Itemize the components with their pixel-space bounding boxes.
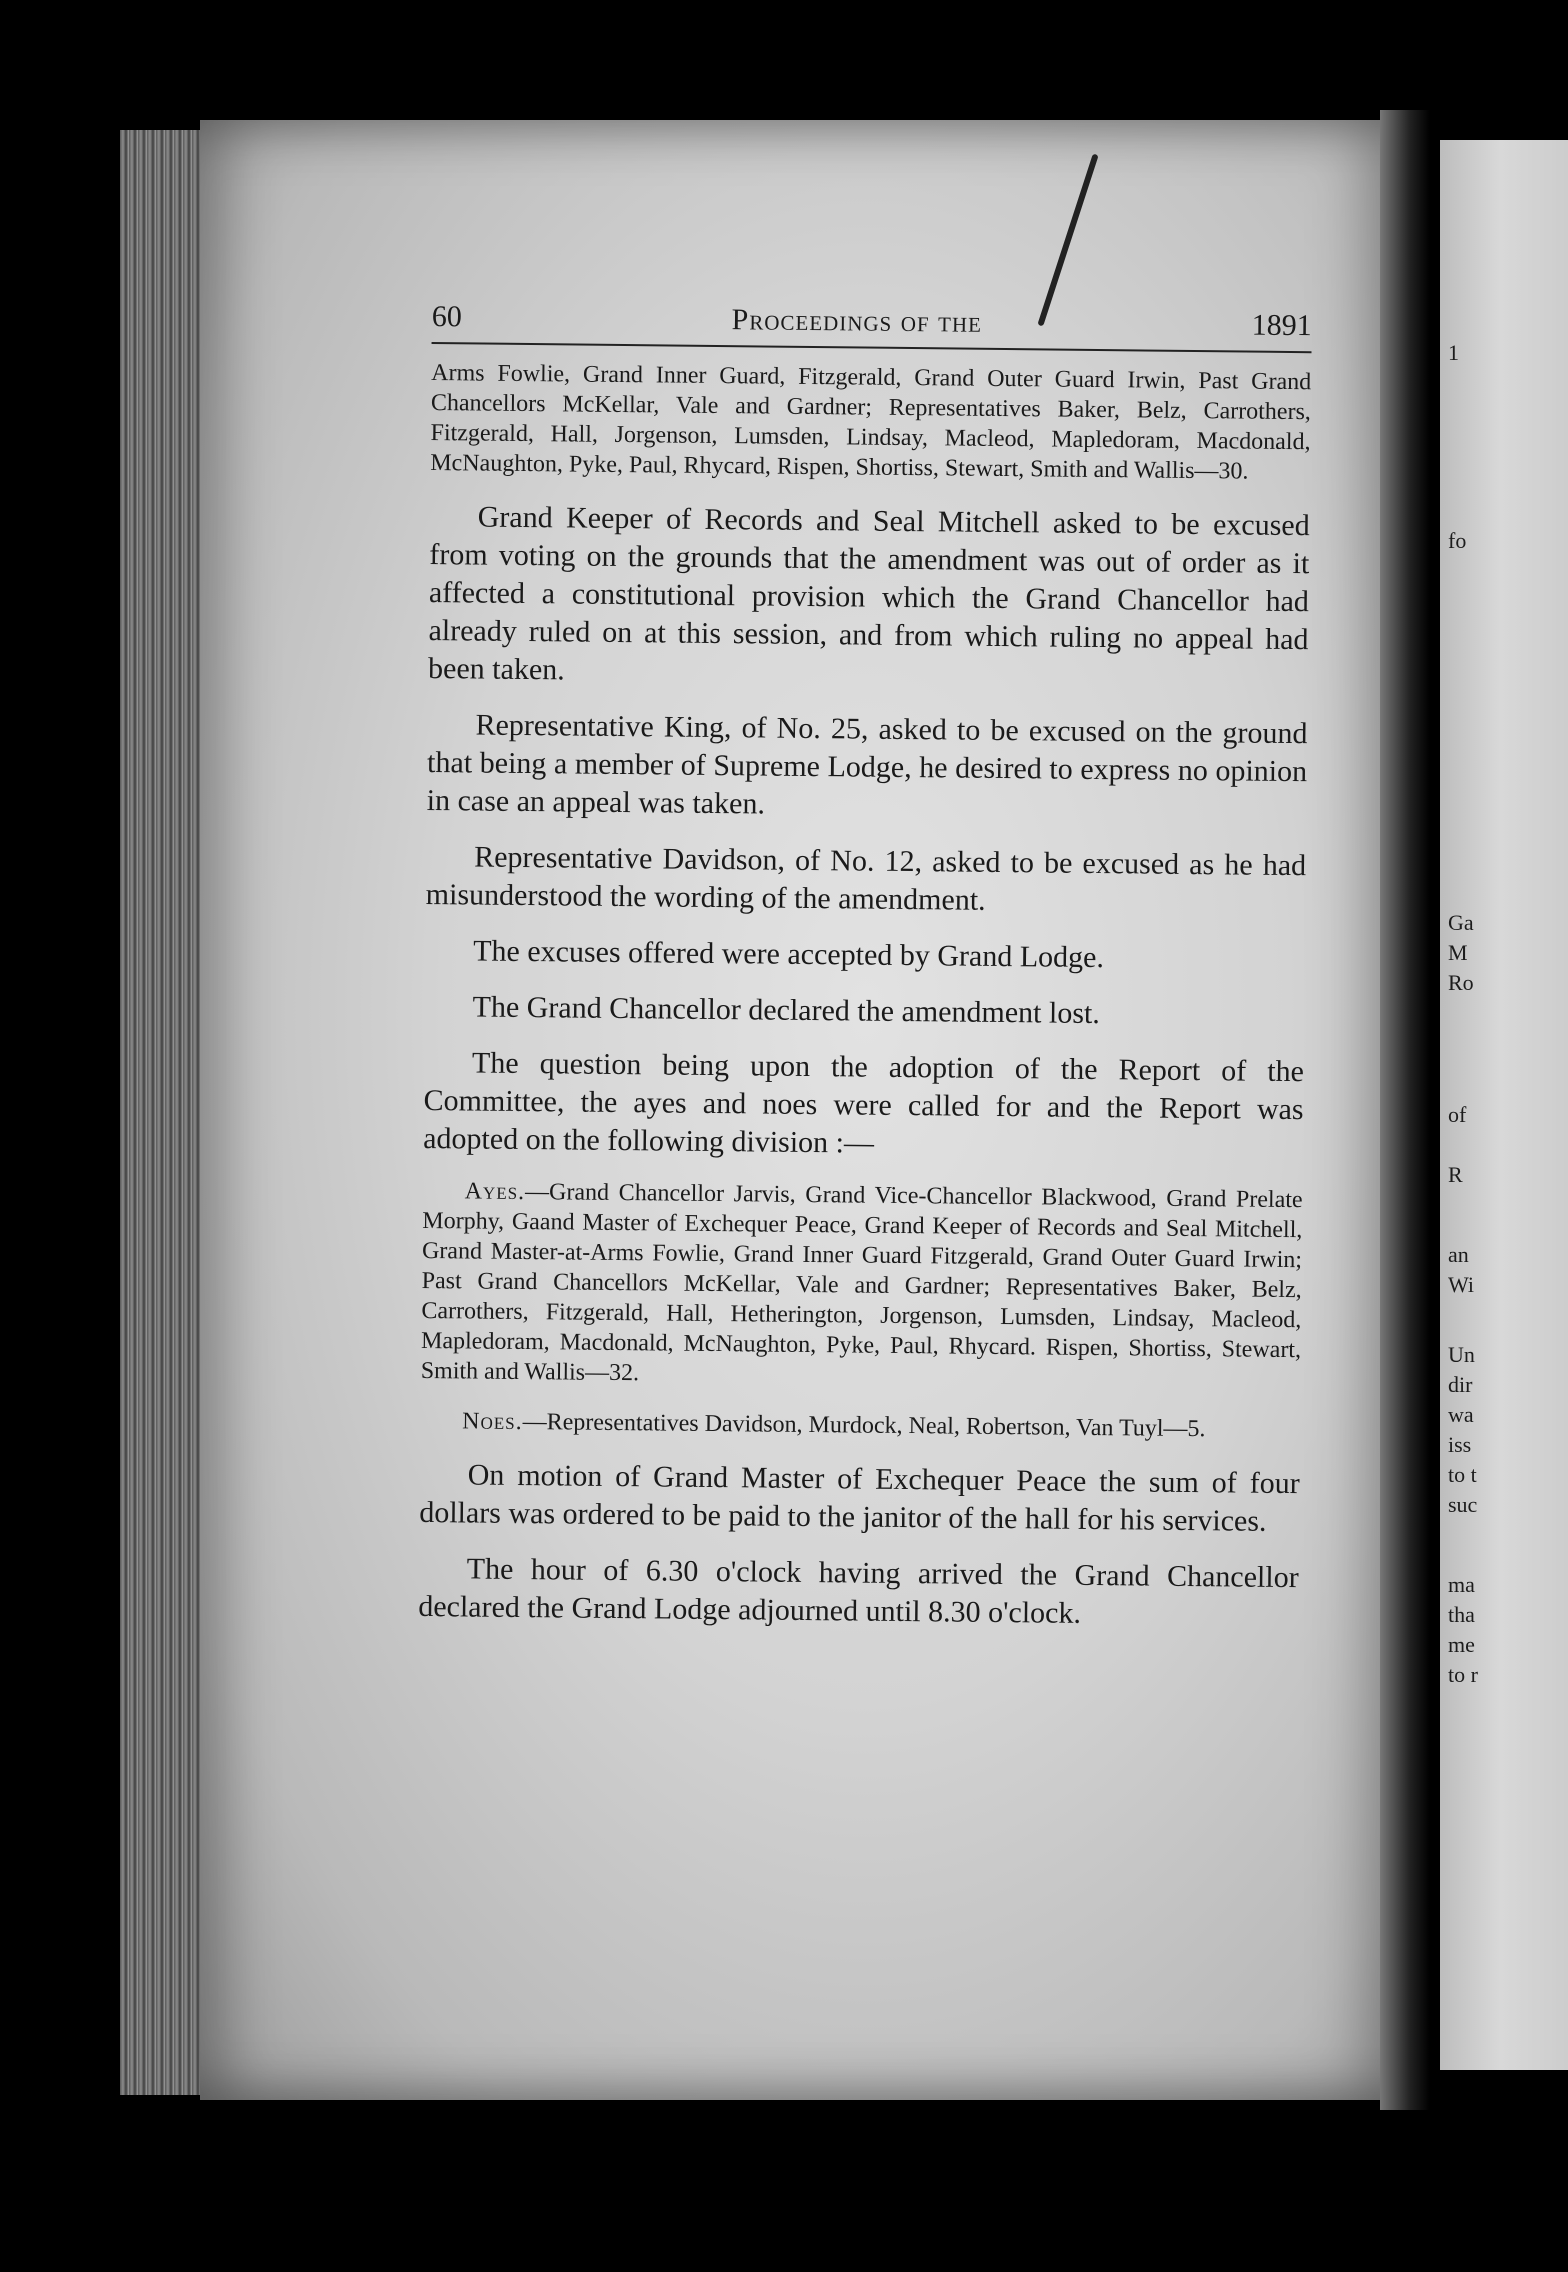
page-content [418,300,1312,1653]
right-fragment: Un [1448,1342,1475,1367]
right-fragment: ma [1448,1572,1475,1597]
noes-text: —Representatives Davidson, Murdock, Neal, Robertson, Van Tuyl—5. [522,1409,1206,1443]
right-fragment: tha [1448,1602,1475,1627]
paragraph-amendment-lost: The Grand Chancellor declared the amendment lost. [472,990,1101,1031]
right-fragment: wa [1448,1402,1474,1427]
right-fragment: of [1448,1102,1467,1127]
paragraph-davidson-excuse: Representative Davidson, of No. 12, asked to be excused as he had misunderstood the wording of the amendment. [425,840,1307,917]
right-fragment: an [1448,1242,1469,1267]
vote-list-continued: Arms Fowlie, Grand Inner Guard, Fitzgerald, Grand Outer Guard Irwin, Past Grand Chancellors McKellar, Vale and Gardner; Representatives Baker, Belz, Carrothers, Fitzgerald, Hall, Jorgenson, Lumsden, Lindsay, Macleod, Mapledoram, Macdonald, McNaughton, Pyke, Paul, Rhycard, Rispen, Shortiss, Stewart, Smith and Wallis—30. [430,359,1312,485]
right-fragment: Ga [1448,910,1474,935]
right-fragment: dir [1448,1372,1473,1397]
running-head [432,300,1312,353]
paragraph-mitchell-excuse: Grand Keeper of Records and Seal Mitchell asked to be excused from voting on the grounds that the amendment was out of order as it affected a constitutional provision which the Grand Chancellor had already ruled on at this session, and from which ruling no appeal had been taken. [427,500,1310,687]
paragraph-janitor-payment: On motion of Grand Master of Exchequer Peace the sum of four dollars was ordered to be paid to the janitor of the hall for his services. [419,1458,1300,1538]
right-fragment: R [1448,1162,1463,1187]
page-number: 60 [431,300,462,334]
right-fragment: to t [1448,1462,1477,1487]
right-fragment: suc [1448,1492,1478,1517]
paragraph-adjournment: The hour of 6.30 o'clock having arrived the Grand Chancellor declared the Grand Lodge adjourned until 8.30 o'clock. [418,1552,1299,1630]
paragraph-king-excuse: Representative King, of No. 25, asked to be excused on the ground that being a member of Supreme Lodge, he desired to express no opinion in case an appeal was taken. [426,708,1308,821]
right-fragment: to r [1448,1662,1478,1687]
book-gutter [1380,110,1430,2110]
paragraph-excuses-accepted: The excuses offered were accepted by Grand Lodge. [473,934,1105,975]
right-fragment: Ro [1448,970,1474,995]
right-fragment: M [1448,940,1468,965]
page-year: 1891 [1251,308,1312,343]
right-fragment: Wi [1448,1272,1474,1297]
paragraph-report-question: The question being upon the adoption of the Report of the Committee, the ayes and noes were called for and the Report was adopted on the following division :— [423,1046,1305,1160]
ayes-text: —Grand Chancellor Jarvis, Grand Vice-Chancellor Blackwood, Grand Prelate Morphy, Gaand Master of Exchequer Peace, Grand Keeper of Records and Seal Mitchell, Grand Master-at-Arms Fowlie, Grand Inner Guard Fitzgerald, Grand Outer Guard Irwin; Past Grand Chancellors McKellar, Vale and Gardner; Representatives Baker, Belz, Carrothers, Fitzgerald, Hall, Hetherington, Jorgenson, Lumsden, Lindsay, Macleod, Mapledoram, Macdonald, McNaughton, Pyke, Paul, Rhycard. Rispen, Shortiss, Stewart, Smith and Wallis—32. [420,1179,1303,1387]
noes-label: Noes. [462,1408,523,1436]
running-title: Proceedings of the [731,303,983,339]
ayes-list [421,1176,1303,1395]
right-fragment: iss [1448,1432,1472,1457]
right-fragment: fo [1448,528,1467,553]
ayes-label: Ayes. [464,1178,526,1206]
right-fragment: me [1448,1632,1475,1657]
right-fragment: 1 [1448,340,1459,365]
right-page-fragment [1440,140,1568,2070]
noes-list [420,1406,1300,1445]
